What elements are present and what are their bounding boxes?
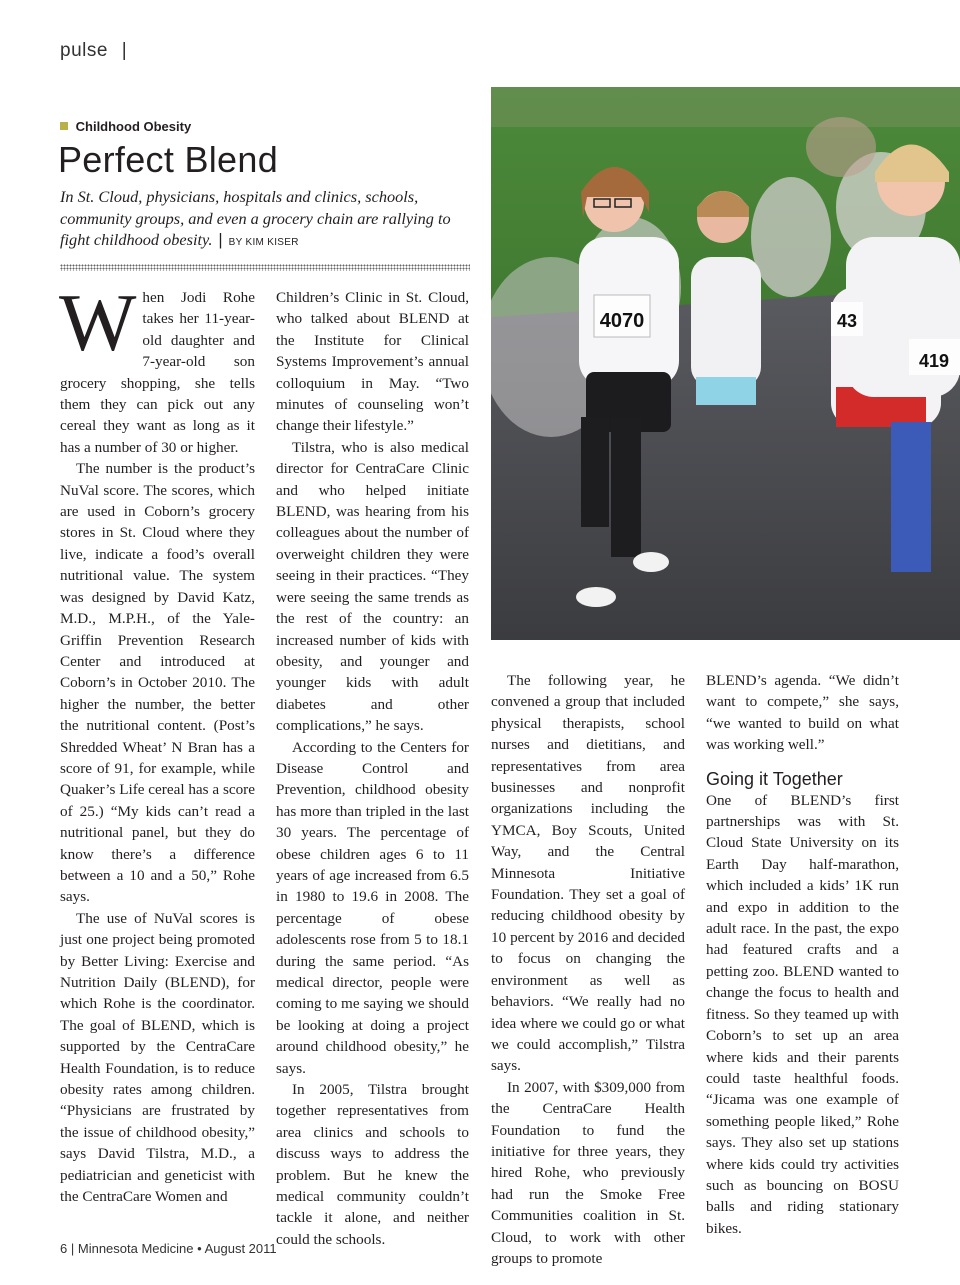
- paragraph: According to the Centers for Disease Control and Prevention, childhood obesity has more than tripled in the last 30 years. The percentage of obese children ages 6 to 11 years of age increased from 6.5 in 1980 to 19.6 in 2008. The percentage of obese adolescents rose from 5 to 18.1 during the same period. “As medical director, people were coming to me saying we should be looking at doing a project around childhood obesity,” he says.: [276, 738, 469, 1077]
- header-separator: |: [121, 40, 128, 61]
- body-column-1: [59, 277, 255, 1207]
- paragraph: When Jodi Rohe takes her 11-year-old daughter and 7-year-old son grocery shopping, she tells them they can pick out any cereal they want as long as it has a number of 30 or higher.: [59, 277, 255, 456]
- bib-number-2: 43: [836, 311, 858, 331]
- byline-separator: |: [218, 231, 223, 249]
- subhead: Going it Together: [706, 768, 843, 789]
- category-tag: [60, 119, 191, 134]
- category-label: Childhood Obesity: [75, 119, 192, 134]
- paragraph: Tilstra, who is also medical director for CentraCare Clinic and who helped initiate BLEND, was hearing from his colleagues about the number of overweight children they were seeing in their practices. “They were seeing the same trends as the rest of the country: an increased number of kids with obesity, and younger and younger kids with adult diabetes and other complications,” he says.: [276, 438, 469, 735]
- bib-number-1: 4070: [599, 310, 645, 332]
- article-title: Perfect Blend: [58, 139, 279, 180]
- issue-date: August 2011: [204, 1241, 277, 1256]
- footer-bullet: •: [197, 1241, 202, 1256]
- children-running-photo: [491, 87, 960, 640]
- drop-cap: W: [59, 277, 137, 368]
- article-deck: [60, 186, 470, 254]
- body-column-2: [276, 287, 469, 1250]
- paragraph: One of BLEND’s first partnerships was with St. Cloud State University on its Earth Day half-marathon, which included a kids’ 1K run and expo in addition to the adult race. In the past, the expo had featured crafts and a petting zoo. BLEND wanted to change the focus to health and fitness. So they teamed up with Coborn’s to set up an area where kids and their parents could taste healthful foods. “Jicama was one example of something people liked,” Rohe says. They also set up stations where kids could try activities such as bouncing on BOSU balls and riding stationary bikes.: [706, 791, 899, 1237]
- bib-number-3: 419: [918, 351, 950, 371]
- page-footer: [60, 1241, 277, 1256]
- publication-name: Minnesota Medicine: [77, 1241, 194, 1256]
- paragraph: BLEND’s agenda. “We didn’t want to compete,” she says, “we wanted to build on what was working well.”: [706, 672, 899, 754]
- dotted-divider: [60, 264, 470, 271]
- category-square-icon: [60, 122, 68, 130]
- paragraph: In 2005, Tilstra brought together representatives from area clinics and schools to discuss ways to address the problem. But he knew the medical community couldn’t tackle it alone, and neither could the schools.: [276, 1081, 469, 1248]
- section-name: pulse: [60, 40, 108, 61]
- paragraph: The following year, he convened a group that included physical therapists, school nurses and dietitians, and representatives from area businesses and nonprofit organizations including the YMCA, Boy Scouts, United Way, and the Central Minnesota Initiative Foundation. They set a goal of reducing childhood obesity by 10 percent by 2016 and decided to focus on changing the environment as well as behaviors. “We really had no idea where we could go or what we could accomplish,” Tilstra says.: [491, 672, 685, 1075]
- byline: BY KIM KISER: [228, 237, 299, 248]
- deck-text: In St. Cloud, physicians, hospitals and clinics, schools, community groups, and even a grocery chain are rallying to fight childhood obesity.: [60, 187, 451, 249]
- footer-separator: |: [70, 1241, 75, 1256]
- page-number: 6: [60, 1241, 68, 1256]
- body-column-4: [706, 670, 899, 1239]
- running-header: [60, 40, 127, 62]
- paragraph: In 2007, with $309,000 from the CentraCare Health Foundation to fund the initiative for three years, they hired Rohe, who previously had run the Smoke Free Communities coalition in St. Cloud, to work with other groups to promote: [491, 1078, 685, 1267]
- paragraph: Children’s Clinic in St. Cloud, who talked about BLEND at the Institute for Clinical Systems Improvement’s annual colloquium in May. “Two minutes of counseling won’t change their lifestyle.”: [276, 289, 469, 435]
- body-column-3: [491, 670, 685, 1269]
- paragraph: The use of NuVal scores is just one project being promoted by Better Living: Exercise and Nutrition Daily (BLEND), for which Rohe is the coordinator. The goal of BLEND, which is supported by the CentraCare Health Foundation, is to reduce obesity rates among children. “Physicians are frustrated by the issue of childhood obesity,” says David Tilstra, M.D., a pediatrician and geneticist with the CentraCare Women and: [60, 909, 255, 1206]
- paragraph: The number is the product’s NuVal score. The scores, which are used in Coborn’s grocery stores in St. Cloud where they live, indicate a food’s overall nutritional value. The system was designed by David Katz, M.D., M.P.H., of the Yale-Griffin Prevention Research Center and introduced at Coborn’s in October 2010. The higher the number, the better the nutritional content. (Post’s Shredded Wheat’ N Bran has a score of 91, for example, while Quaker’s Life cereal has a score of 25.) “My kids can’t read a nutritional panel, but they do know there’s a difference between a 10 and a 50,” Rohe says.: [60, 460, 255, 906]
